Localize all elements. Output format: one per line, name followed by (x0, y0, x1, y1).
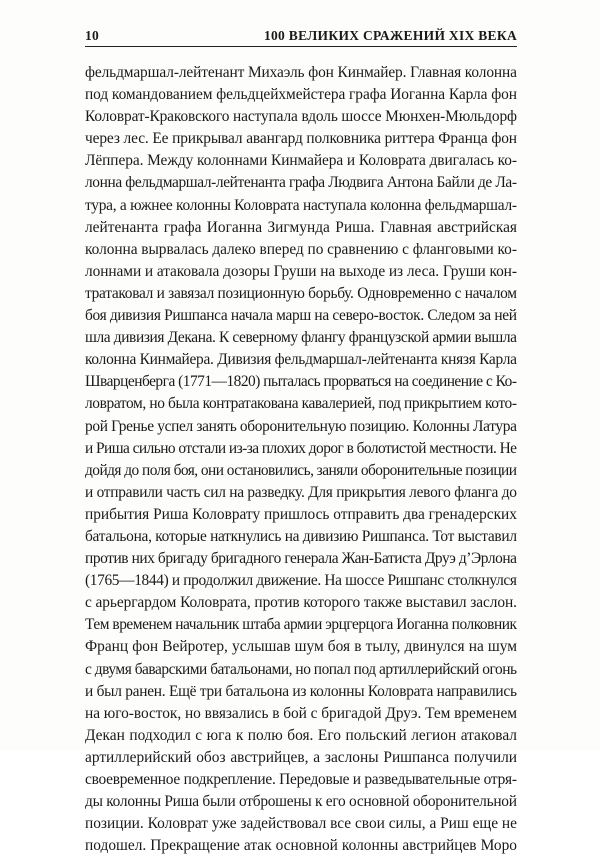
text-line: фельдмаршал-лейтенант Михаэль фон Кинмайер. Главная колонна (85, 64, 517, 81)
body-text (85, 62, 517, 857)
text-line: колонна Кинмайера. Дивизия фельдмаршал-лейтенанта князя Карла (85, 351, 517, 369)
text-line: рой Гренье успел занять оборонительную позицию. Колонны Латура (85, 417, 517, 435)
running-head (85, 26, 517, 48)
text-line: батальона, которые наткнулись на дивизию Ришпанса. Тот выставил (85, 527, 517, 545)
text-line: лонна фельдмаршал-лейтенанта графа Людвига Антона Байли де Ла- (85, 174, 517, 192)
text-line: тратаковал и завязал позиционную борьбу. Одновременно с началом (85, 284, 517, 302)
text-line: Декан подходил с юга к полю боя. Его польский легион атаковал (85, 726, 517, 744)
text-line: с арьергардом Коловрата, против которого также выставил заслон. (85, 594, 517, 612)
text-line: своевременное подкрепление. Передовые и разведывательные отря- (85, 771, 517, 788)
text-line: артиллерийский обоз австрийцев, а заслоны Ришпанса получили (85, 748, 517, 766)
page-number: 10 (85, 28, 100, 43)
text-line: и отправили часть сил на разведку. Для прикрытия левого фланга до (85, 483, 517, 501)
header-rule (85, 46, 517, 47)
text-line: Шварценберга (1771—1820) пыталась прорваться на соединение с Ко- (85, 373, 517, 391)
text-line: колонна вырвалась далеко вперед по сравнению с фланговыми ко- (85, 240, 517, 258)
text-line: Коловрат-Краковского наступала вдоль шоссе Мюнхен-Мюльдорф (85, 108, 517, 126)
text-line: лейтенанта графа Иоганна Зигмунда Риша. Главная австрийская (85, 218, 517, 236)
text-line: прибытия Риша Коловрату пришлось отправить два гренадерских (85, 505, 517, 523)
text-line: лоннами и атаковала дозоры Груши на выходе из леса. Груши кон- (85, 262, 517, 280)
text-line: и Риша сильно отстали из-за плохих дорог в болотистой местности. Не (85, 439, 517, 457)
text-line: (1765—1844) и продолжил движение. На шоссе Ришпанс столкнулся (85, 572, 517, 590)
text-line: с двумя баварскими батальонами, но попал под артиллерийский огонь (85, 660, 517, 678)
text-line: позиции. Коловрат уже задействовал все свои силы, а Риш еще не (85, 815, 517, 833)
text-line: и был ранен. Ещё три батальона из колонны Коловрата направились (85, 682, 517, 700)
text-line: Тем временем начальник штаба армии эрцгерцога Иоганна полковник (85, 616, 517, 634)
book-title: 100 ВЕЛИКИХ СРАЖЕНИЙ XIX ВЕКА (263, 28, 517, 43)
text-line: ловратом, но была контратакована кавалерией, под прикрытием кото- (85, 395, 517, 413)
text-line: боя дивизия Ришпанса начала марш на северо-восток. Следом за ней (85, 307, 517, 325)
text-line: против них бригаду бригадного генерала Жан-Батиста Друэ д’Эрлона (85, 550, 517, 568)
text-line: Франц фон Вейротер, услышав шум боя в тылу, двинулся на шум (85, 638, 517, 656)
text-line: ды колонны Риша были отброшены к его основной оборонительной (85, 793, 517, 811)
text-line: под командованием фельдцейхмейстера графа Иоганна Карла фон (85, 86, 517, 104)
text-line: тура, а южнее колонны Коловрата наступала колонна фельдмаршал- (85, 196, 517, 214)
text-line: через лес. Ее прикрывал авангард полковника риттера Франца фон (85, 130, 517, 148)
text-line: дойдя до поля боя, они остановились, заняли оборонительные позиции (85, 461, 517, 479)
text-line: подошел. Прекращение атак основной колонны австрийцев Моро (85, 837, 517, 855)
text-line: Лёппера. Между колоннами Кинмайера и Коловрата двигалась ко- (85, 152, 517, 170)
text-line: шла дивизия Декана. К северному флангу французской армии вышла (85, 329, 517, 347)
text-line: на юго-восток, но ввязались в бой с бригадой Друэ. Тем временем (85, 704, 517, 722)
